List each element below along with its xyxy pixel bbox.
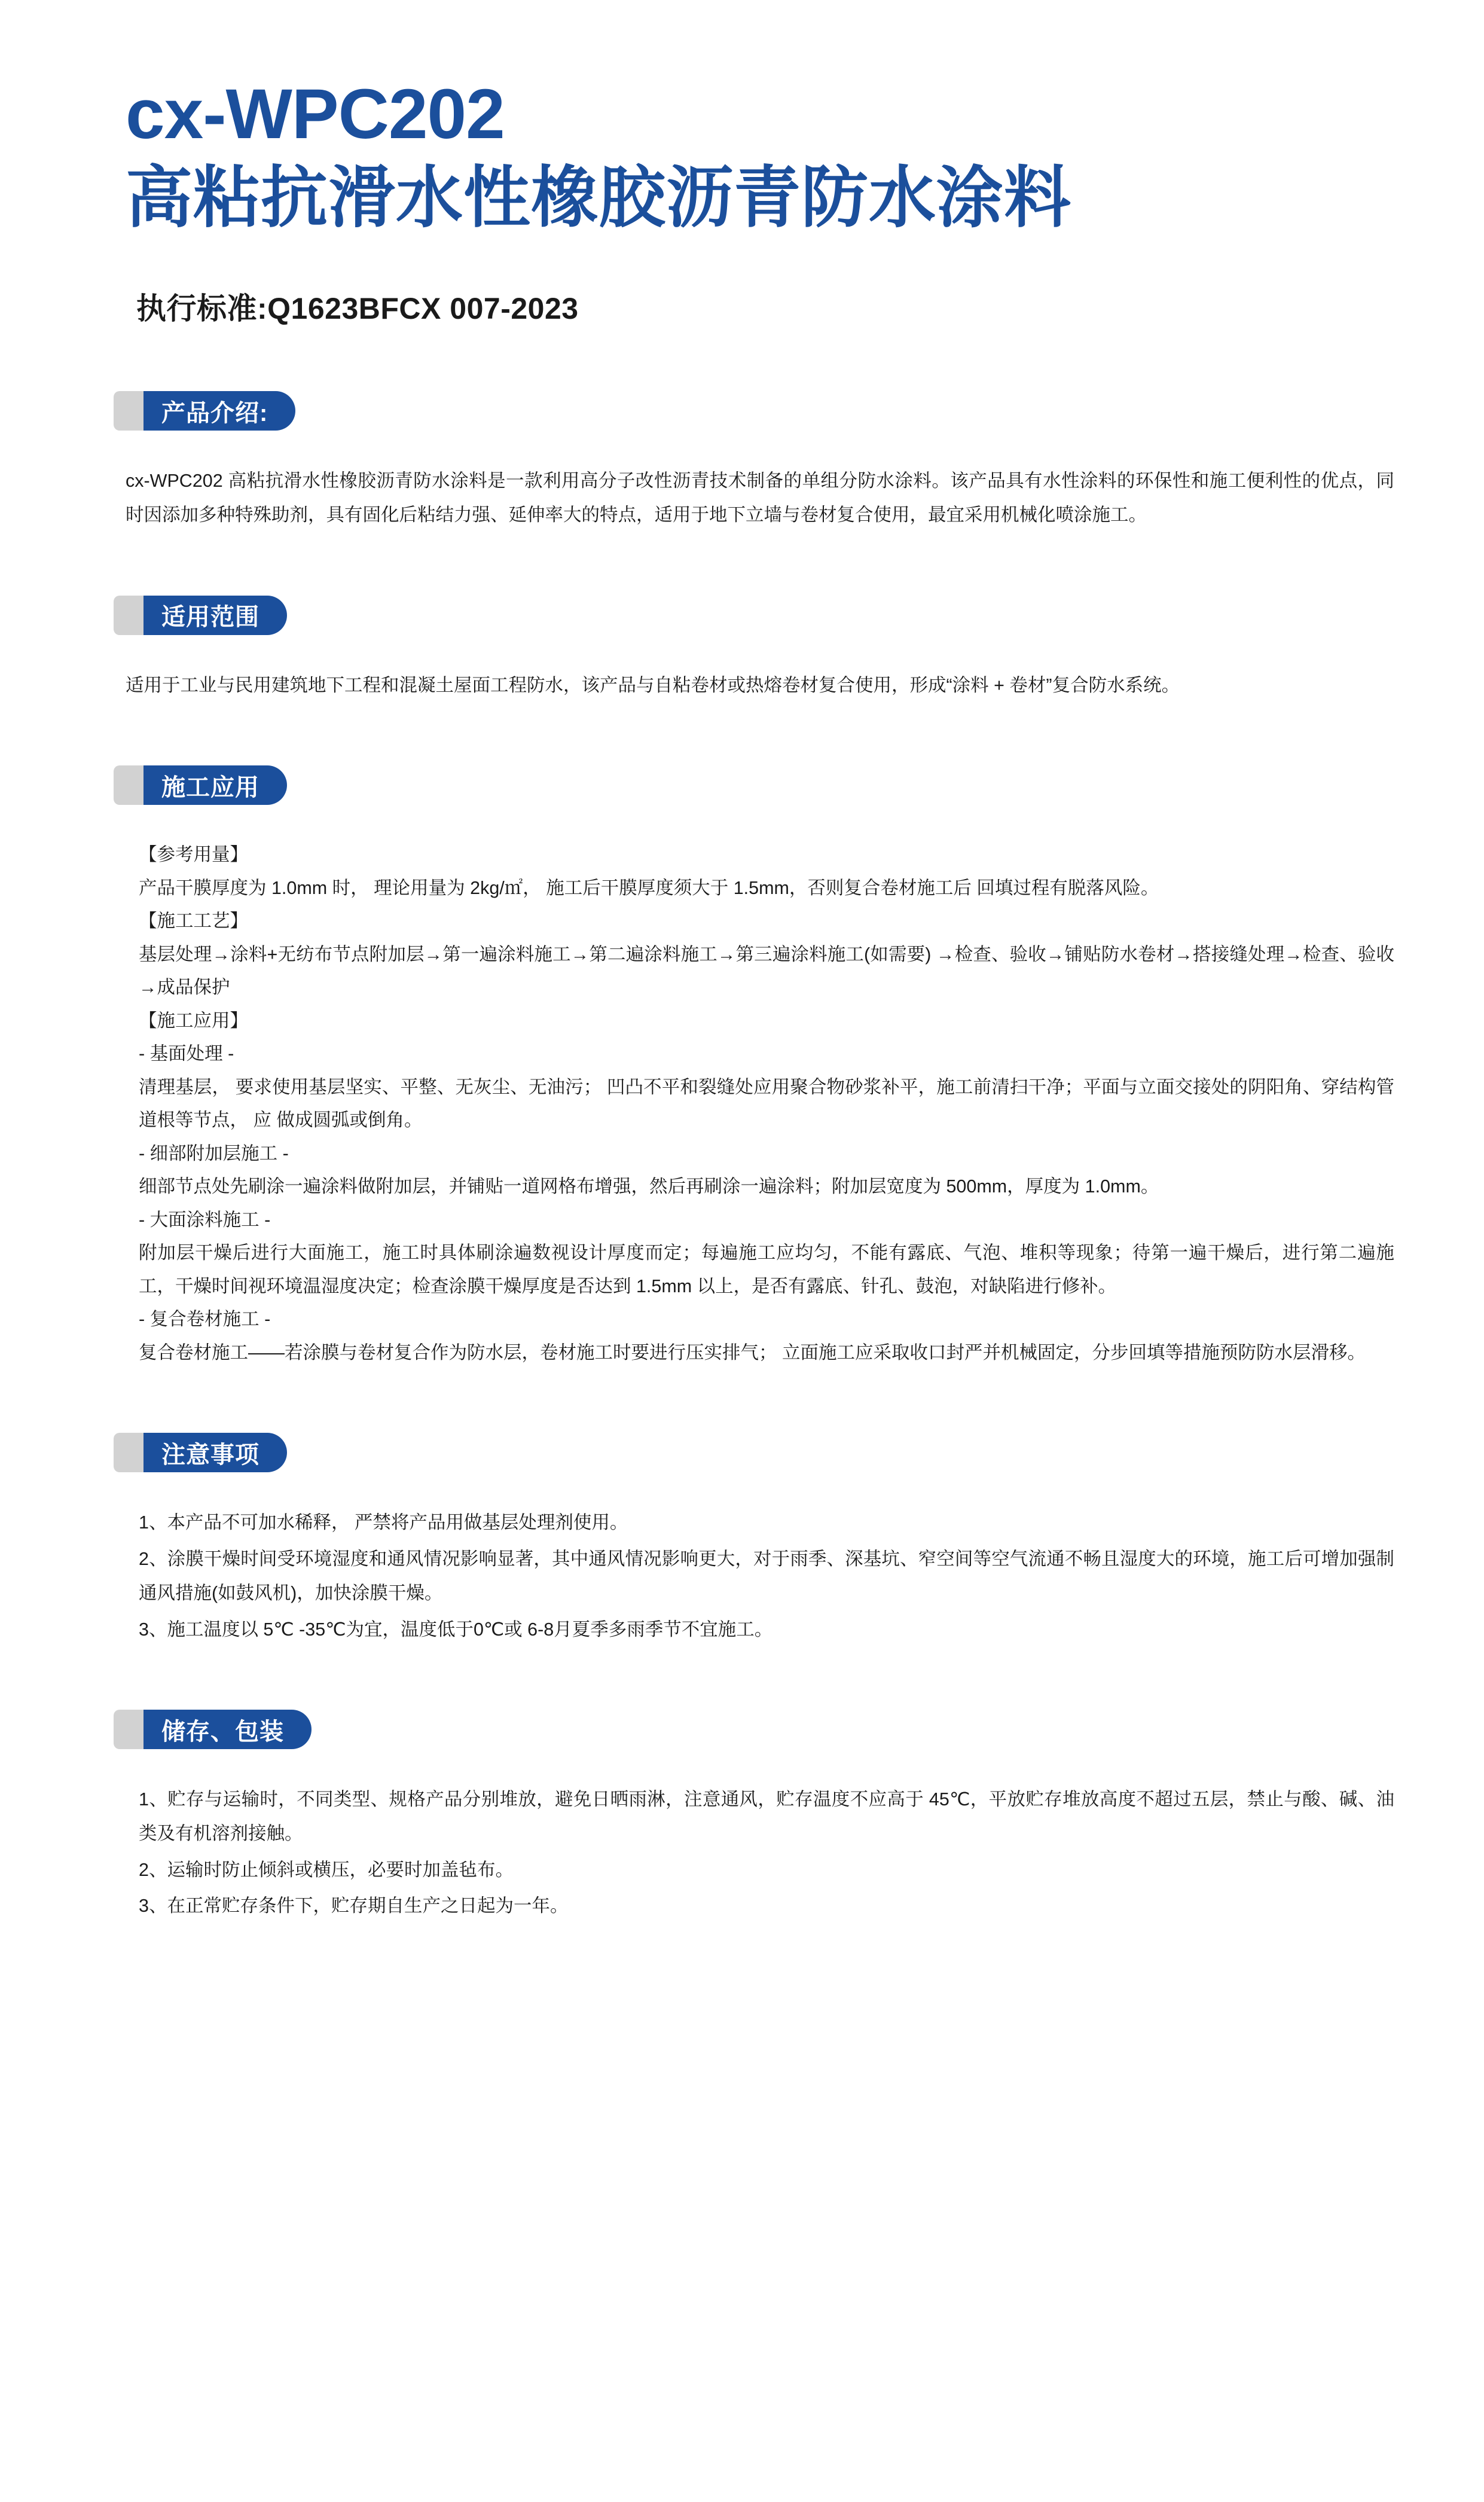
heading-pill	[143, 1433, 287, 1472]
section-label-intro: 产品介绍:	[161, 399, 268, 426]
note-item: 2、涂膜干燥时间受环境湿度和通风情况影响显著，其中通风情况影响更大，对于雨季、深基坑、窄空间等空气流通不畅且湿度大的环境，施工后可增加强制通风措施(如鼓风机)，加快涂膜干燥。	[139, 1549, 1394, 1603]
section-heading-scope	[0, 590, 1484, 641]
section-body-scope	[0, 669, 1484, 703]
section-label-scope: 适用范围	[161, 604, 259, 631]
section-body-storage	[0, 1783, 1484, 1923]
paragraph-process-text: 基层处理→涂料+无纺布节点附加层→第一遍涂料施工→第二遍涂料施工→第三遍涂料施工(如需要) →检查、验收→铺贴防水卷材→搭接缝处理→检查、验收→成品保护	[139, 944, 1394, 998]
section-heading-storage	[0, 1704, 1484, 1755]
paragraph-broad-area-text: 附加层干燥后进行大面施工，施工时具体刷涂遍数视设计厚度而定；每遍施工应均匀，不能有露底、气泡、堆积等现象；待第一遍干燥后，进行第二遍施工，干燥时间视环境温湿度决定；检查涂膜干燥厚度是否达到 1.5mm 以上，是否有露底、针孔、鼓泡，对缺陷进行修补。	[139, 1243, 1394, 1296]
heading-pill	[143, 391, 295, 431]
paragraph-broad-area-title: - 大面涂料施工 -	[139, 1209, 271, 1230]
storage-item: 2、运输时防止倾斜或横压，必要时加盖毡布。	[139, 1859, 514, 1880]
storage-item: 1、贮存与运输时，不同类型、规格产品分别堆放，避免日晒雨淋，注意通风，贮存温度不应高于 45℃，平放贮存堆放高度不超过五层，禁止与酸、碱、油类及有机溶剂接触。	[139, 1789, 1394, 1844]
note-item: 3、施工温度以 5℃ -35℃为宜，温度低于0℃或 6-8月夏季多雨季节不宜施工。	[139, 1619, 773, 1640]
section-label-application: 施工应用	[161, 774, 259, 801]
paragraph-construction-title: 【施工应用】	[139, 1010, 248, 1031]
section-intro	[0, 385, 1484, 532]
section-storage	[0, 1704, 1484, 1923]
paragraph-substrate-text: 清理基层， 要求使用基层坚实、平整、无灰尘、无油污； 凹凸不平和裂缝处应用聚合物砂浆补平，施工前清扫干净；平面与立面交接处的阴阳角、穿结构管道根等节点， 应 做成圆弧或倒角。	[139, 1076, 1394, 1131]
paragraph-composite-text: 复合卷材施工——若涂膜与卷材复合作为防水层，卷材施工时要进行压实排气； 立面施工应采取收口封严并机械固定，分步回填等措施预防防水层滑移。	[139, 1342, 1366, 1363]
paragraph: 适用于工业与民用建筑地下工程和混凝土屋面工程防水，该产品与自粘卷材或热熔卷材复合使用，形成“涂料 + 卷材”复合防水系统。	[126, 675, 1180, 695]
section-body-application	[0, 838, 1484, 1369]
page-header	[0, 0, 1484, 328]
section-scope	[0, 590, 1484, 703]
section-notes	[0, 1427, 1484, 1646]
heading-pill	[143, 1710, 312, 1749]
paragraph-detail-layer-title: - 细部附加层施工 -	[139, 1143, 289, 1164]
section-body-intro	[0, 464, 1484, 532]
section-heading-application	[0, 759, 1484, 811]
page-title: 高粘抗滑水性橡胶沥青防水涂料	[126, 160, 1071, 235]
heading-pill	[143, 765, 287, 805]
section-label-notes: 注意事项	[161, 1441, 259, 1468]
paragraph: cx-WPC202 高粘抗滑水性橡胶沥青防水涂料是一款利用高分子改性沥青技术制备的单组分防水涂料。该产品具有水性涂料的环保性和施工便利性的优点，同时因添加多种特殊助剂，具有固化后粘结力强、延伸率大的特点，适用于地下立墙与卷材复合使用，最宜采用机械化喷涂施工。	[126, 471, 1394, 525]
paragraph-usage-text: 产品干膜厚度为 1.0mm 时， 理论用量为 2kg/㎡， 施工后干膜厚度须大于 1.5mm，否则复合卷材施工后 回填过程有脱落风险。	[139, 877, 1159, 898]
paragraph-substrate-title: - 基面处理 -	[139, 1043, 234, 1064]
note-item: 1、本产品不可加水稀释， 严禁将产品用做基层处理剂使用。	[139, 1512, 628, 1533]
section-label-storage: 储存、包装	[161, 1718, 284, 1745]
section-application	[0, 759, 1484, 1369]
paragraph-composite-title: - 复合卷材施工 -	[139, 1309, 271, 1330]
section-body-notes	[0, 1506, 1484, 1646]
section-heading-notes	[0, 1427, 1484, 1478]
paragraph-usage-title: 【参考用量】	[139, 844, 248, 865]
execution-standard: 执行标准:Q1623BFCX 007-2023	[136, 292, 579, 326]
paragraph-process-title: 【施工工艺】	[139, 911, 248, 932]
paragraph-detail-layer-text: 细部节点处先刷涂一遍涂料做附加层，并铺贴一道网格布增强，然后再刷涂一遍涂料；附加层宽度为 500mm，厚度为 1.0mm。	[139, 1176, 1159, 1197]
product-code: cx-WPC202	[126, 75, 505, 154]
storage-item: 3、在正常贮存条件下，贮存期自生产之日起为一年。	[139, 1896, 569, 1917]
section-heading-intro	[0, 385, 1484, 437]
heading-pill	[143, 596, 287, 635]
